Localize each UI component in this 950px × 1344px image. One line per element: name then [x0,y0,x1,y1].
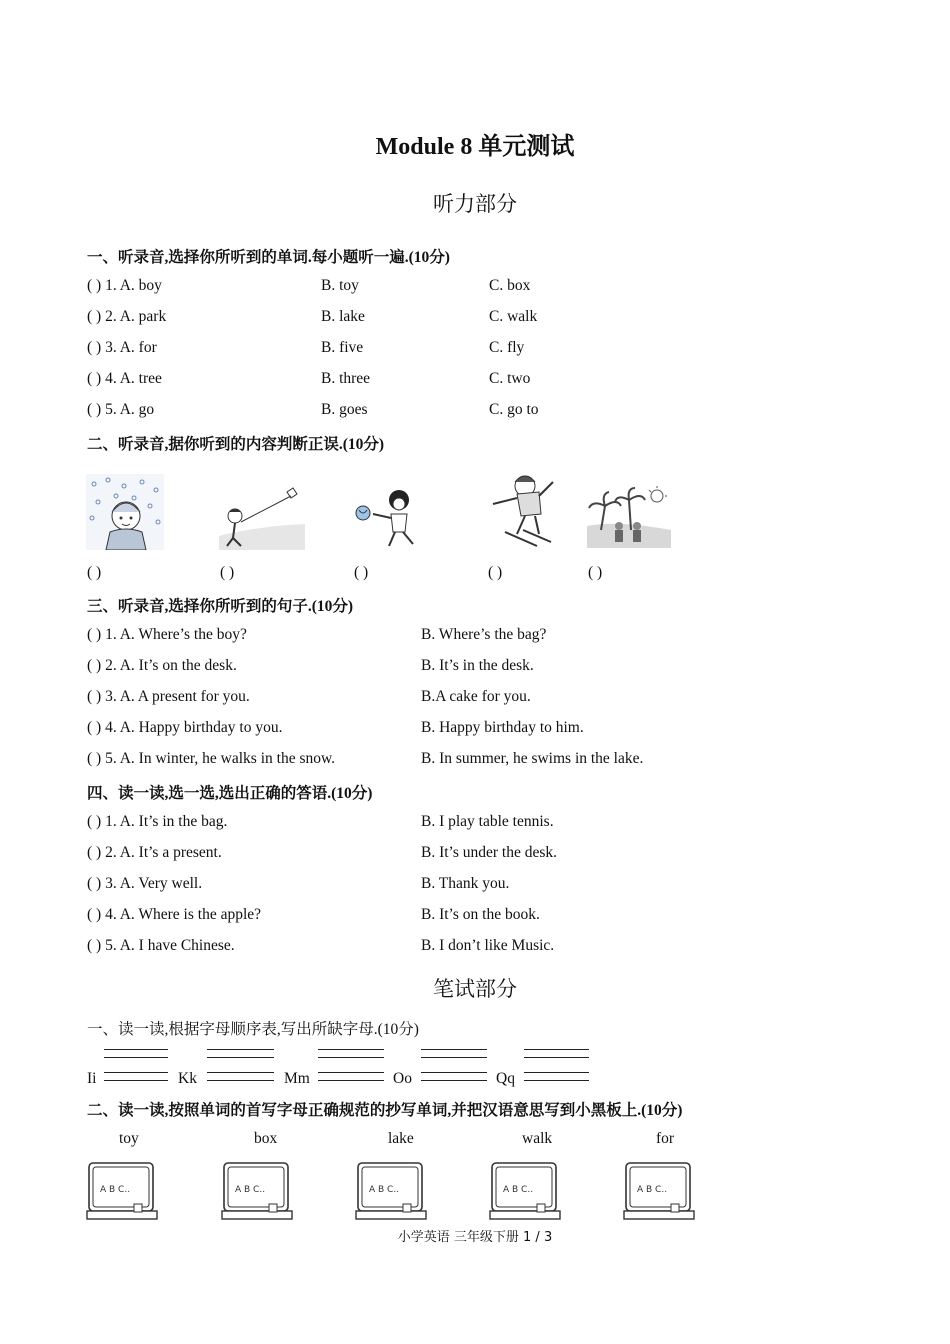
part1-item-4-b: B. three [321,370,371,387]
part4-item-4-b: B. It’s on the book. [421,906,540,923]
letter-blank-2[interactable] [207,1049,274,1082]
blackboard-1-text: A B C.. [100,1185,131,1195]
letter-blank-5[interactable] [524,1049,589,1082]
listening-section-title: 听力部分 [433,192,517,216]
part1-item-5-a: ( ) 5. A. go [87,401,155,418]
part1-item-2-a: ( ) 2. A. park [87,308,167,325]
blackboard-5-text: A B C.. [637,1185,668,1195]
part1-item-3-b: B. five [321,339,364,356]
blackboard-4[interactable] [489,1160,561,1224]
part4-heading: 四、读一读,选一选,选出正确的答语.(10分) [87,785,373,802]
part2-heading: 二、听录音,据你听到的内容判断正误.(10分) [87,436,385,453]
part2-answer-2: ( ) [220,564,235,581]
part1-item-5-b: B. goes [321,401,368,418]
blackboard-4-text: A B C.. [503,1185,534,1195]
word-for: for [656,1130,675,1147]
part1-item-1-a: ( ) 1. A. boy [87,277,162,294]
blackboard-3-text: A B C.. [369,1185,400,1195]
writing-section-title: 笔试部分 [433,977,517,1001]
page-title: Module 8 单元测试 [375,134,575,160]
part3-item-5-a: ( ) 5. A. In winter, he walks in the snow. [87,750,336,767]
part1-item-3-c: C. fly [489,339,525,356]
part1-item-3-a: ( ) 3. A. for [87,339,157,356]
part1-heading: 一、听录音,选择你所听到的单词.每小题听一遍.(10分) [87,249,450,266]
part3-heading: 三、听录音,选择你所听到的句子.(10分) [87,598,354,615]
blackboard-2-text: A B C.. [235,1185,266,1195]
part3-item-4-b: B. Happy birthday to him. [421,719,584,736]
blackboard-2[interactable] [221,1160,293,1224]
part4-item-2-a: ( ) 2. A. It’s a present. [87,844,222,861]
part3-item-2-b: B. It’s in the desk. [421,657,534,674]
part3-item-1-a: ( ) 1. A. Where’s the boy? [87,626,247,643]
snow-boy-image [86,474,164,550]
blackboard-1[interactable] [86,1160,158,1224]
blackboard-5[interactable] [623,1160,695,1224]
page-footer: 小学英语 三年级下册 1 / 3 [397,1230,553,1245]
part3-item-2-a: ( ) 2. A. It’s on the desk. [87,657,237,674]
part1-item-1-b: B. toy [321,277,359,294]
part4-item-1-a: ( ) 1. A. It’s in the bag. [87,813,228,830]
part4-item-1-b: B. I play table tennis. [421,813,554,830]
part2-answer-1: ( ) [87,564,102,581]
part1-item-4-a: ( ) 4. A. tree [87,370,162,387]
letter-mm: Mm [284,1070,310,1087]
part3-item-1-b: B. Where’s the bag? [421,626,547,643]
part4-item-5-b: B. I don’t like Music. [421,937,555,954]
part1-item-1-c: C. box [489,277,531,294]
letter-qq: Qq [496,1070,515,1087]
letter-blank-3[interactable] [318,1049,384,1082]
word-toy: toy [119,1130,139,1147]
part1-item-5-c: C. go to [489,401,539,418]
part4-item-5-a: ( ) 5. A. I have Chinese. [87,937,235,954]
writing1-heading: 一、读一读,根据字母顺序表,写出所缺字母.(10分) [87,1021,419,1038]
part3-item-3-a: ( ) 3. A. A present for you. [87,688,250,705]
letter-ii: Ii [87,1070,97,1087]
part3-item-5-b: B. In summer, he swims in the lake. [421,750,644,767]
skiing-girl-image [487,464,557,550]
part2-answer-4: ( ) [488,564,503,581]
writing2-heading: 二、读一读,按照单词的首写字母正确规范的抄写单词,并把汉语意思写到小黑板上.(10分) [87,1102,683,1119]
ball-girl-image [353,488,423,548]
part2-answer-5: ( ) [588,564,603,581]
part3-item-3-b: B.A cake for you. [421,688,531,705]
part1-item-4-c: C. two [489,370,531,387]
beach-trees-image [587,486,671,548]
part2-answer-3: ( ) [354,564,369,581]
part4-item-3-a: ( ) 3. A. Very well. [87,875,203,892]
word-lake: lake [388,1130,414,1147]
word-walk: walk [522,1130,553,1147]
part3-item-4-a: ( ) 4. A. Happy birthday to you. [87,719,283,736]
part4-item-2-b: B. It’s under the desk. [421,844,558,861]
blackboard-3[interactable] [355,1160,427,1224]
part1-item-2-b: B. lake [321,308,365,325]
kite-boy-image [219,486,305,550]
word-box: box [254,1130,278,1147]
part4-item-4-a: ( ) 4. A. Where is the apple? [87,906,262,923]
part4-item-3-b: B. Thank you. [421,875,510,892]
letter-oo: Oo [393,1070,412,1087]
letter-blank-4[interactable] [421,1049,487,1082]
letter-kk: Kk [178,1070,197,1087]
part1-item-2-c: C. walk [489,308,538,325]
letter-blank-1[interactable] [104,1049,168,1082]
